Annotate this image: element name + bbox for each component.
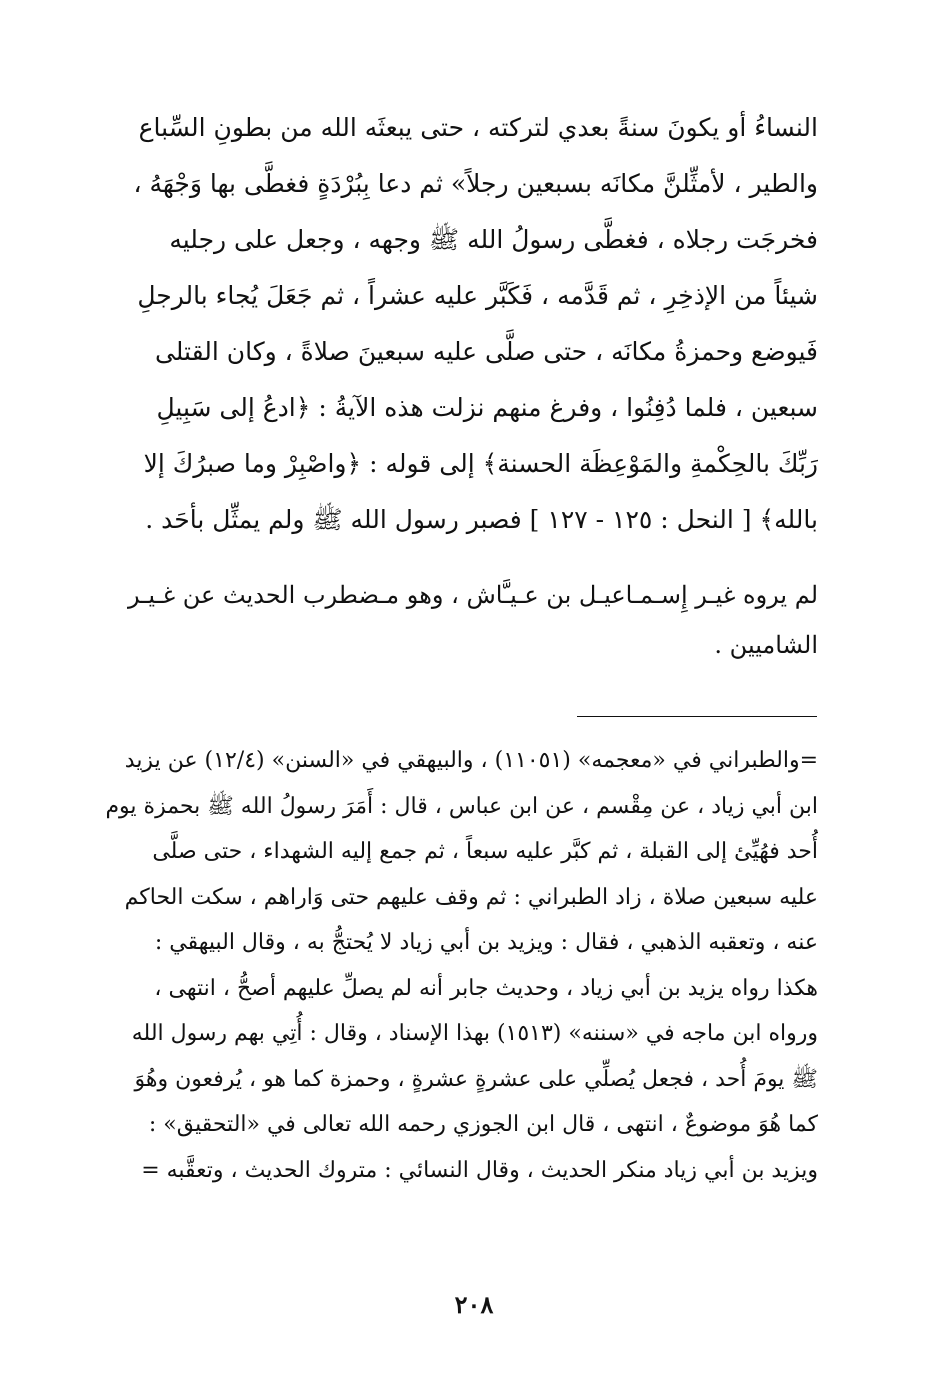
footnote-line: عنه ، وتعقبه الذهبي ، فقال : ويزيد بن أبي زياد لا يُحتجُّ به ، وقال البيهقي :: [154, 930, 818, 955]
footnote-line: هكذا رواه يزيد بن أبي زياد ، وحديث جابر أنه لم يصلِّ عليهم أصحُّ ، انتهى ،: [154, 975, 818, 1001]
main-text-line: فَيوضع وحمزةُ مكانَه ، حتى صلَّى عليه سبعينَ صلاةً ، وكان القتلى: [154, 337, 818, 366]
comment-line: لم يروه غيـر إِسـمـاعيـل بن عـيـَّاش ، وهو مـضطرب الحديث عن غـيـر: [128, 581, 818, 609]
page-number: ٢٠٨: [454, 1290, 494, 1319]
main-text-line: سبعين ، فلما دُفِنُوا ، وفرغ منهم نزلت هذه الآيةُ : ﴿ادعُ إلى سَبِيلِ: [156, 393, 818, 422]
footnote-line: ﷺ يومَ أُحد ، فجعل يُصلِّي على عشرةٍ عشرةٍ ، وحمزة كما هو ، يُرفعون وهُوَ: [134, 1066, 818, 1092]
footnote: [98, 738, 818, 1193]
footnote-line: =والطبراني في «معجمه» (١١٠٥١) ، والبيهقي في «السنن» (١٢/٤) عن يزيد: [124, 748, 818, 773]
footnote-line: كما هُوَ موضوعٌ ، انتهى ، قال ابن الجوزي رحمه الله تعالى في «التحقيق» :: [148, 1112, 818, 1137]
footnote-line: عليه سبعين صلاة ، زاد الطبراني : ثم وقف عليهم حتى وَاراهم ، سكت الحاكم: [124, 884, 818, 910]
comment-line: الشاميين .: [714, 631, 818, 659]
main-text-line: بالله﴾ [ النحل : ١٢٥ - ١٢٧ ] فصبر رسول الله ﷺ ولم يمثِّل بأحَد .: [145, 505, 818, 534]
footnote-line: ورواه ابن ماجه في «سننه» (١٥١٣) بهذا الإسناد ، وقال : أُتِي بهم رسول الله: [131, 1021, 818, 1046]
main-text-line: فخرجَت رجلاه ، فغطَّى رسولُ الله ﷺ وجهه ، وجعل على رجليه: [169, 225, 818, 254]
main-text-line: شيئاً من الإذخِرِ ، ثم قَدَّمه ، فَكَبَّر عليه عشراً ، ثم جَعَلَ يُجاء بالرجلِ: [137, 281, 818, 310]
footnote-divider: [577, 716, 817, 717]
footnote-line: أُحد فهُيِّئ إلى القبلة ، ثم كبَّر عليه سبعاً ، ثم جمع إليه الشهداء ، حتى صلَّى: [152, 839, 818, 864]
narration-comment: [103, 570, 818, 670]
main-text-line: النساءُ أو يكونَ سنةً بعدي لتركته ، حتى يبعثَه الله من بطونِ السِّباع: [138, 113, 818, 142]
main-text-line: والطير ، لأمثِّلنَّ مكانَه بسبعين رجلاً» ثم دعا بِبُرْدَةٍ فغطَّى بها وَجْهَهُ ،: [133, 169, 818, 198]
footnote-line: ويزيد بن أبي زياد منكر الحديث ، وقال النسائي : متروك الحديث ، وتعقَّبه =: [141, 1157, 818, 1183]
footnote-line: ابن أبي زياد ، عن مِقْسم ، عن ابن عباس ، قال : أَمَرَ رسولُ الله ﷺ بحمزة يوم: [105, 793, 818, 819]
main-text-line: رَبِّكَ بالحِكْمةِ والمَوْعِظَة الحسنة﴾ إلى قوله : ﴿واصْبِرْ وما صبرُكَ إلا: [143, 449, 818, 478]
main-text: [103, 100, 818, 548]
